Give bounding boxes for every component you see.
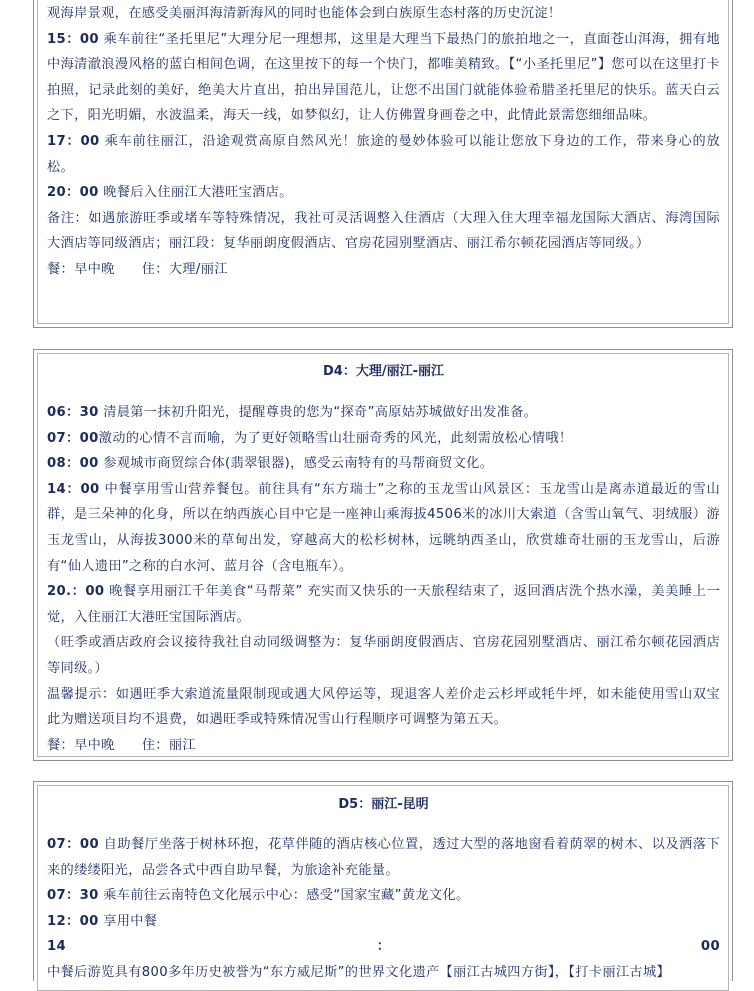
time-label: 07：00 [47, 430, 99, 446]
day5-itinerary-box [33, 781, 733, 981]
time-label: 15：00 [47, 31, 99, 47]
day4-title: D4：大理/丽江-丽江 [323, 364, 444, 379]
day3-remark: 备注：如遇旅游旺季或堵车等特殊情况，我社可灵活调整入住酒店（大理入住大理幸福龙国际大酒店、海湾国际大酒店等同级酒店；丽江段：复华丽朗度假酒店、官房花园别墅酒店、丽江希尔顿花园酒店等同级。） [47, 210, 720, 252]
time-label: 12：00 [47, 913, 99, 929]
time-label: 14：00 [47, 939, 720, 955]
day5-1200-line: 12：00 享用中餐 [47, 913, 158, 929]
day3-intro-line: 观海岸景观，在感受美丽洱海清新海风的同时也能体会到白族原生态村落的历史沉淀！ [47, 6, 562, 21]
time-label: 20：00 [47, 185, 99, 201]
day5-title: D5：丽江-昆明 [338, 797, 429, 812]
day4-2000-line: 20.：00 晚餐享用丽江千年美食“马帮菜” 充实而又快乐的一天旅程结束了，返回酒店洗个热水澡，美美睡上一觉，入住丽江大港旺宝国际酒店。 [47, 584, 720, 625]
time-label: 07：30 [47, 888, 99, 904]
time-label: 17：00 [47, 133, 100, 149]
time-label: 14：00 [47, 481, 100, 497]
time-label: 08：00 [47, 456, 99, 472]
day3-meals-lodging: 餐：早中晚 住：大理/丽江 [47, 261, 228, 277]
day4-0700-line: 07：00激动的心情不言而喻，为了更好领略雪山壮丽奇秀的风光，此刻需放松心情哦！ [47, 430, 573, 446]
day3-itinerary-box [33, 0, 733, 328]
day4-0800-line: 08：00 参观城市商贸综合体(翡翠银器)，感受云南特有的马帮商贸文化。 [47, 456, 494, 472]
time-label: 07：00 [47, 837, 99, 852]
day5-0700-line: 07：00 自助餐厅坐落于树林环抱，花草伴随的酒店核心位置，透过大型的落地窗看着荫翠的树木、以及洒落下来的缕缕阳光，品尝各式中西自助早餐，为旅途补充能量。 [47, 837, 720, 878]
day4-reminder: 温馨提示：如遇旺季大索道流量限制现或遇大风停运等，现退客人差价走云杉坪或牦牛坪，如未能使用雪山双宝此为赠送项目均不退费，如遇旺季或特殊情况雪山行程顺序可调整为第五天。 [47, 686, 720, 728]
day5-0730-line: 07：30 乘车前往云南特色文化展示中心：感受“国家宝藏”黄龙文化。 [47, 888, 470, 904]
day3-2000-line: 20：00 晚餐后入住丽江大港旺宝酒店。 [47, 185, 293, 201]
day4-hotel-note: （旺季或酒店政府会议接待我社自动同级调整为：复华丽朗度假酒店、官房花园别墅酒店、丽江希尔顿花园酒店等同级。） [47, 635, 720, 676]
day4-itinerary-box [33, 349, 733, 761]
time-label: 06：30 [47, 405, 99, 420]
day4-0630-line: 06：30 清晨第一抹初升阳光，提醒尊贵的您为“探奇”高原姑苏城做好出发准备。 [47, 405, 538, 420]
day3-1700-line: 17：00 乘车前往丽江，沿途观赏高原自然风光！旅途的曼妙体验可以能让您放下身边的工作，带来身心的放松。 [47, 133, 720, 175]
time-label: 20.：00 [47, 584, 105, 600]
day5-1400-line: 14：00 中餐后游览具有800多年历史被誉为“东方威尼斯”的世界文化遗产【丽江古城四方街】，【打卡丽江古城】 [47, 939, 720, 980]
day3-1500-line: 15：00 乘车前往“圣托里尼”大理分尼一理想邦，这里是大理当下最热门的旅拍地之一，直面苍山洱海，拥有地中海清澈浪漫风格的蓝白相间色调，在这里按下的每一个快门，都唯美精致。【“小圣托里尼”】您可以在这里打卡拍照，记录此刻的美好，绝美大片直出，拍出异国范儿，让您不出国门就能体验希腊圣托里尼的快乐。蓝天白云之下，阳光明媚，水波温柔，海天一线，如梦似幻，让人仿佛置身画卷之中，此情此景需您细细品味。 [47, 31, 720, 124]
day4-meals-lodging: 餐：早中晚 住：丽江 [47, 737, 196, 753]
day4-1400-line: 14：00 中餐享用雪山营养餐包。前往具有“东方瑞士”之称的玉龙雪山风景区：玉龙雪山是离赤道最近的雪山群，是三朵神的化身，所以在纳西族心目中它是一座神山乘海拔4506米的冰川大索道（含雪山氧气、羽绒服）游玉龙雪山，从海拔3000米的草甸出发，穿越高大的松杉树林，远眺纳西圣山，欣赏雄奇壮丽的玉龙雪山，后游有“仙人遗田”之称的白水河、蓝月谷（含电瓶车）。 [47, 481, 720, 574]
